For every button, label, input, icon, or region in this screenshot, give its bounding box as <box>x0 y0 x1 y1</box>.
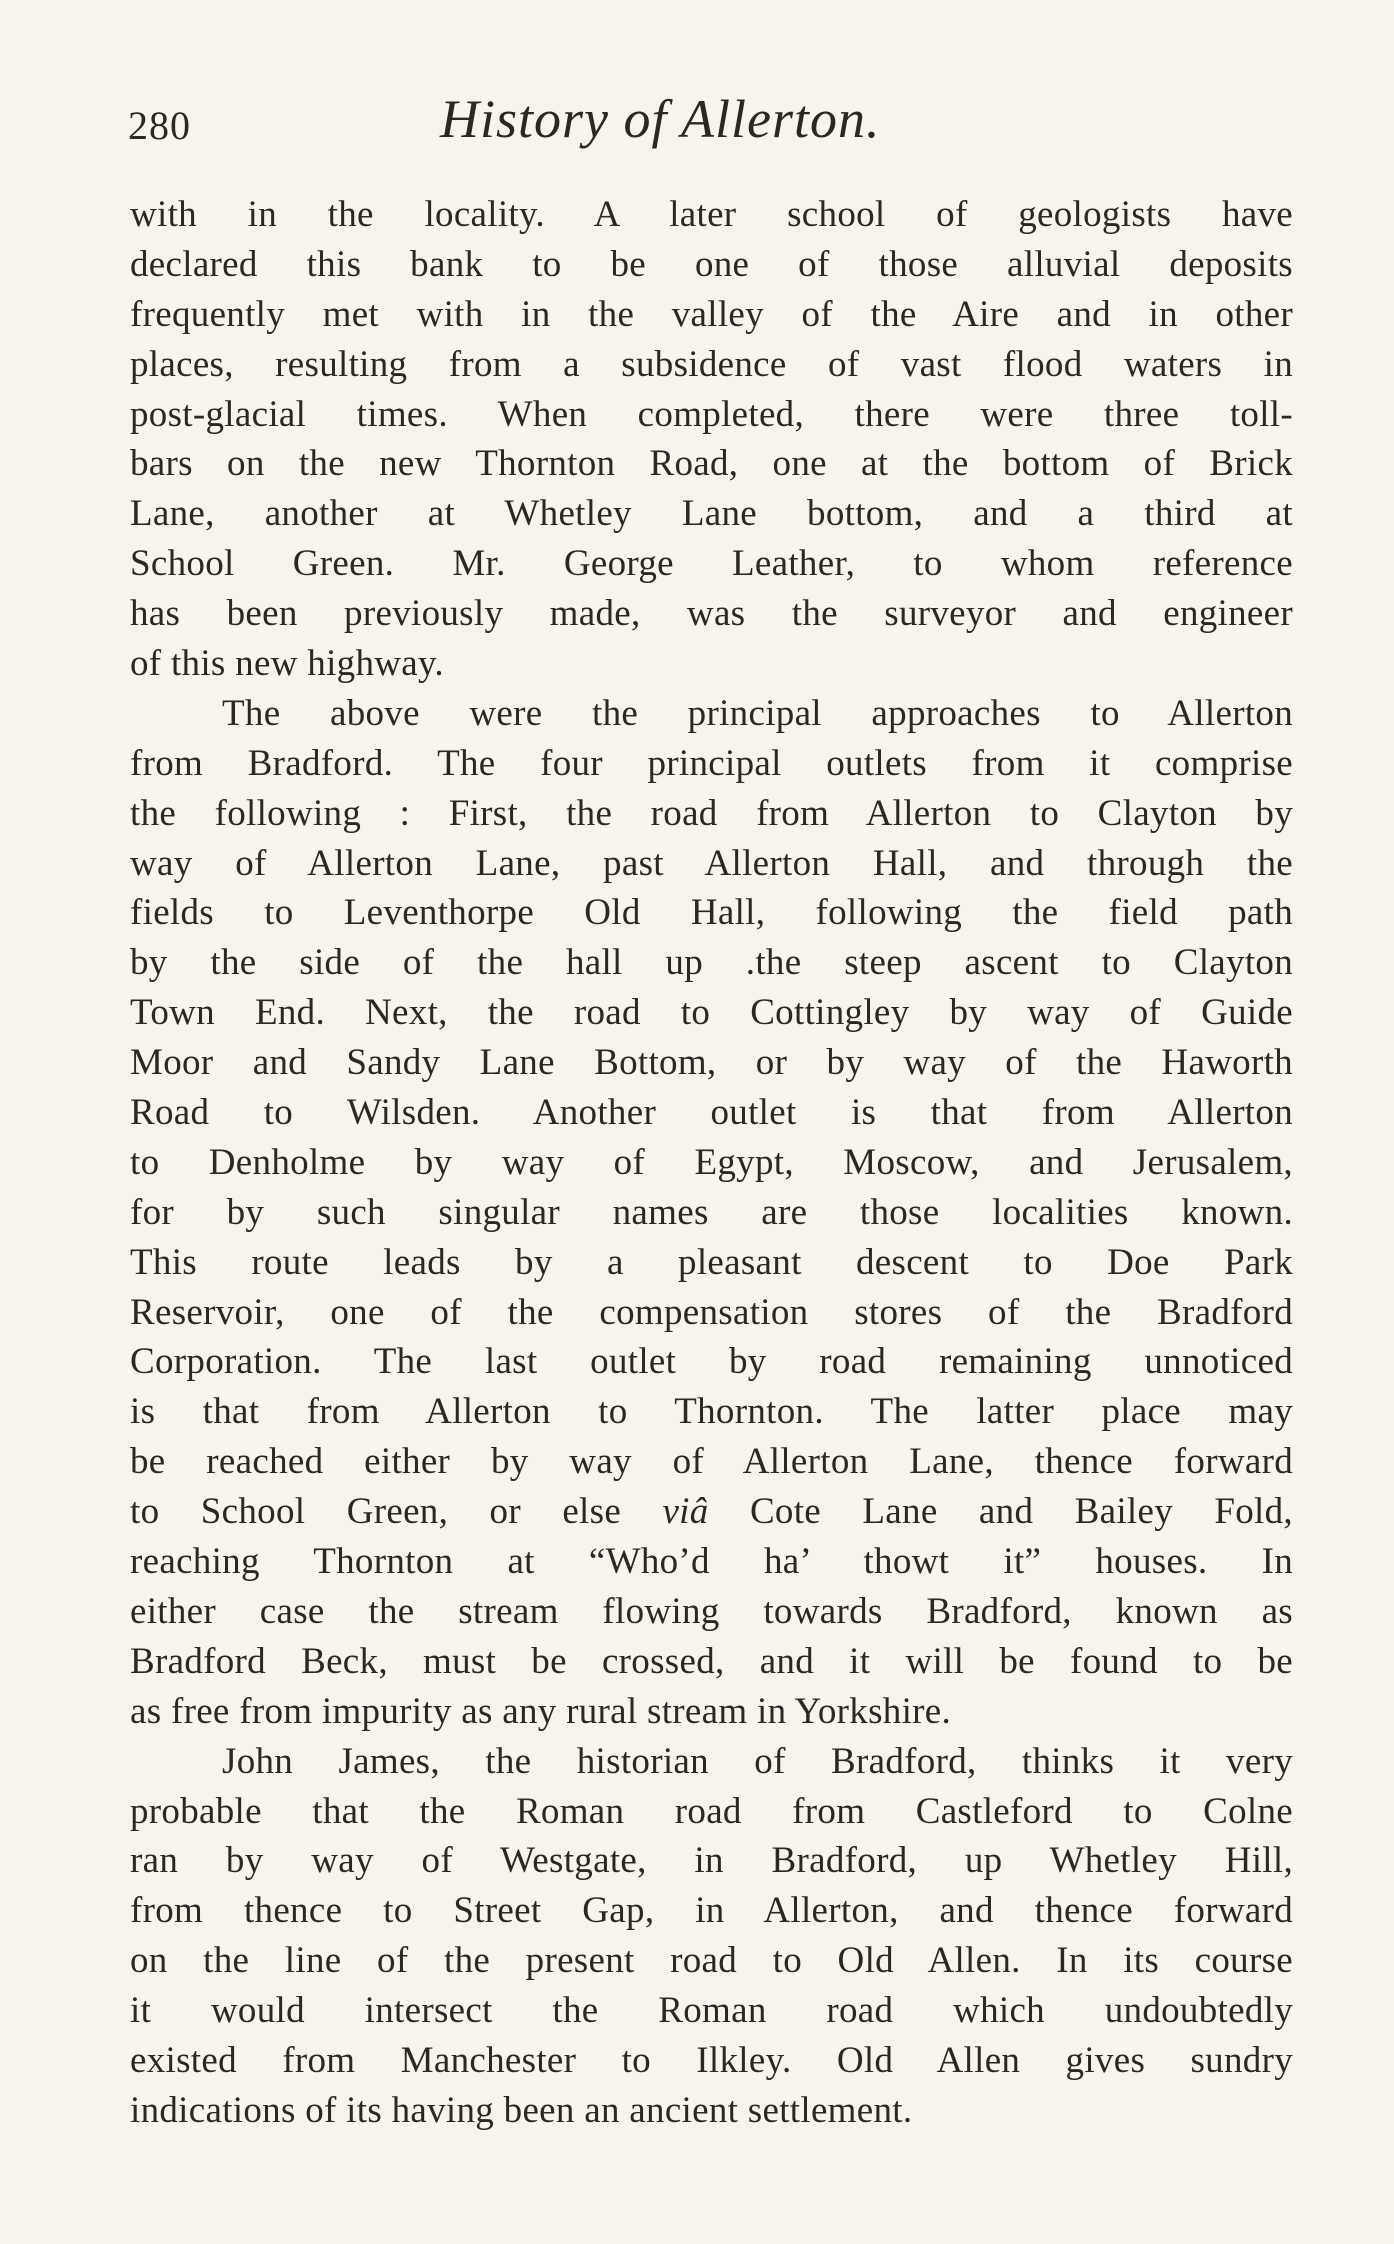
text-line: Corporation. The last outlet by road remaining unnoticed <box>130 1341 1293 1383</box>
text-line: reaching Thornton at “Who’d ha’ thowt it” houses. In <box>130 1541 1293 1583</box>
text-line: it would intersect the Roman road which undoubtedly <box>130 1990 1293 2032</box>
text-line: from Bradford. The four principal outlets from it comprise <box>130 742 1293 784</box>
text-line: bars on the new Thornton Road, one at the bottom of Brick <box>130 443 1293 485</box>
page-number: 280 <box>128 103 191 148</box>
text-line: to Denholme by way of Egypt, Moscow, and Jerusalem, <box>130 1141 1293 1183</box>
text-line: be reached either by way of Allerton Lane, thence forward <box>130 1441 1293 1483</box>
text-line: The above were the principal approaches to Allerton <box>222 692 1293 734</box>
text-line <box>130 1487 1293 1537</box>
text-line: frequently met with in the valley of the Aire and in other <box>130 293 1293 335</box>
text-line: indications of its having been an ancient settlement. <box>130 2089 913 2131</box>
text-line: by the side of the hall up .the steep ascent to Clayton <box>130 942 1293 984</box>
text-line: John James, the historian of Bradford, thinks it very <box>222 1740 1293 1782</box>
text-line: from thence to Street Gap, in Allerton, and thence forward <box>130 1890 1293 1932</box>
text-line: declared this bank to be one of those alluvial deposits <box>130 243 1293 285</box>
text-line: places, resulting from a subsidence of vast flood waters in <box>130 343 1293 385</box>
text-line: with in the locality. A later school of geologists have <box>130 194 1293 235</box>
text-segment: Cote Lane and Bailey Fold, <box>749 1491 1293 1533</box>
text-line: for by such singular names are those localities known. <box>130 1191 1293 1233</box>
text-line: of this new highway. <box>130 643 444 685</box>
text-line: way of Allerton Lane, past Allerton Hall, and through the <box>130 842 1293 884</box>
text-line: Town End. Next, the road to Cottingley by way of Guide <box>130 992 1293 1034</box>
running-head <box>128 88 1293 158</box>
text-line: Reservoir, one of the compensation stores of the Bradford <box>130 1291 1293 1333</box>
text-line: the following : First, the road from Allerton to Clayton by <box>130 792 1293 834</box>
italic-term: viâ <box>662 1491 709 1533</box>
text-line: fields to Leventhorpe Old Hall, following the field path <box>130 892 1293 934</box>
text-line: Lane, another at Whetley Lane bottom, and a third at <box>130 493 1293 535</box>
text-line: Moor and Sandy Lane Bottom, or by way of the Haworth <box>130 1042 1293 1084</box>
text-line: Bradford Beck, must be crossed, and it will be found to be <box>130 1640 1293 1682</box>
text-line: is that from Allerton to Thornton. The latter place may <box>130 1391 1293 1433</box>
text-segment: to School Green, or else <box>130 1491 622 1533</box>
body-text <box>130 190 1293 2136</box>
text-line: has been previously made, was the surveyor and engineer <box>130 593 1293 635</box>
text-line: post-glacial times. When completed, there were three toll- <box>130 393 1293 435</box>
text-line: School Green. Mr. George Leather, to whom reference <box>130 543 1293 585</box>
text-line: This route leads by a pleasant descent to Doe Park <box>130 1241 1293 1283</box>
text-line: Road to Wilsden. Another outlet is that from Allerton <box>130 1092 1293 1134</box>
running-title: History of Allerton. <box>440 89 881 149</box>
text-line: on the line of the present road to Old Allen. In its course <box>130 1940 1293 1982</box>
text-line: existed from Manchester to Ilkley. Old Allen gives sundry <box>130 2039 1293 2081</box>
text-line: as free from impurity as any rural stream in Yorkshire. <box>130 1690 952 1732</box>
text-line: either case the stream flowing towards Bradford, known as <box>130 1590 1293 1632</box>
text-line: ran by way of Westgate, in Bradford, up Whetley Hill, <box>130 1840 1293 1882</box>
text-line: probable that the Roman road from Castleford to Colne <box>130 1790 1293 1832</box>
